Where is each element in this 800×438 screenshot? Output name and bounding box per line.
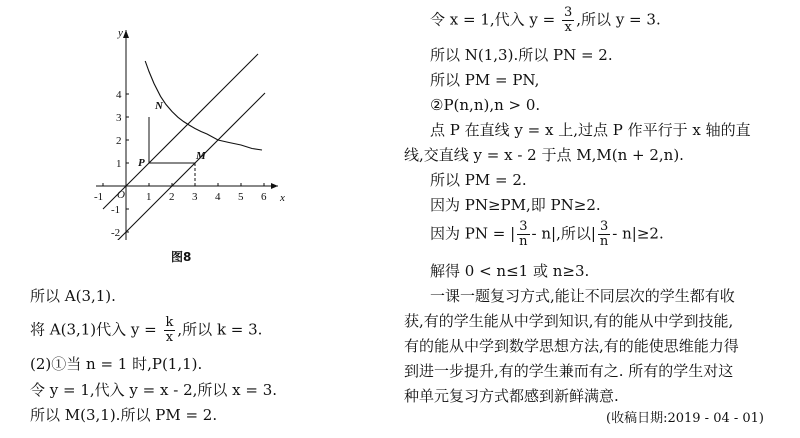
- line-y-equals-x-minus-2: [110, 93, 265, 245]
- x-tick-label: 1: [146, 191, 152, 203]
- right-line-2: 所以 N(1,3).所以 PN = 2.: [430, 46, 613, 64]
- left-line-3: (2)①当 n = 1 时,P(1,1).: [30, 355, 203, 373]
- fraction-3-over-n: [598, 220, 610, 249]
- y-tick-label: 1: [116, 158, 122, 170]
- right-line-5: 点 P 在直线 y = x 上,过点 P 作平行于 x 轴的直: [430, 121, 751, 139]
- right-line-1: [430, 6, 661, 35]
- left-line-1: 所以 A(3,1).: [30, 287, 116, 305]
- right-line-9-mid: - n|,所以|: [531, 224, 596, 243]
- left-line-2-tail: ,所以 k = 3.: [177, 320, 263, 339]
- right-line-1-text: 令 x = 1,代入 y =: [430, 10, 560, 29]
- y-tick-label: 4: [116, 89, 122, 101]
- x-tick-label: -1: [94, 191, 104, 203]
- fraction-denominator: n: [519, 234, 528, 249]
- right-line-4: ②P(n,n),n > 0.: [430, 96, 541, 114]
- fraction-denominator: x: [164, 330, 176, 345]
- fraction-denominator: x: [562, 20, 574, 35]
- fraction-numerator: 3: [519, 219, 528, 234]
- fraction-3-over-n: [517, 220, 529, 249]
- left-line-2-text: 将 A(3,1)代入 y =: [30, 320, 162, 339]
- point-P-label: P: [138, 157, 145, 169]
- fraction-numerator: 3: [599, 219, 609, 234]
- right-line-9-tail: - n|≥2.: [612, 224, 664, 243]
- paragraph-line-3: 有的能从中学到数学思想方法,有的能使思维能力得: [404, 337, 739, 355]
- x-tick-label: 3: [192, 191, 198, 203]
- y-tick-label: -1: [111, 204, 121, 216]
- y-axis-label: y: [118, 27, 123, 39]
- fraction-k-over-x: [164, 316, 176, 345]
- received-date: (收稿日期:2019 - 04 - 01): [606, 411, 765, 426]
- point-M-label: M: [196, 150, 206, 162]
- x-tick-label: 6: [261, 191, 267, 203]
- y-tick-label: -2: [111, 227, 121, 239]
- right-line-3: 所以 PM = PN,: [430, 71, 540, 89]
- right-line-10: 解得 0 < n≤1 或 n≥3.: [430, 262, 590, 280]
- function-graph-figure: [92, 20, 292, 245]
- paragraph-line-4: 到进一步提升,有的学生兼而有之. 所有的学生对这: [404, 362, 734, 380]
- right-line-7: 所以 PM = 2.: [430, 171, 527, 189]
- left-line-2: [30, 316, 262, 345]
- fraction-numerator: 3: [564, 5, 573, 20]
- paragraph-line-1: 一课一题复习方式,能让不同层次的学生都有收: [430, 287, 735, 305]
- y-tick-label: 2: [116, 135, 122, 147]
- right-line-1-tail: ,所以 y = 3.: [576, 10, 661, 29]
- paragraph-line-2: 获,有的学生能从中学到知识,有的能从中学到技能,: [404, 312, 734, 330]
- point-N-label: N: [155, 100, 163, 112]
- y-tick-label: 3: [116, 112, 122, 124]
- figure-caption: 图8: [171, 250, 192, 264]
- right-line-8: 因为 PN≥PM,即 PN≥2.: [430, 196, 601, 214]
- left-line-5: 所以 M(3,1).所以 PM = 2.: [30, 406, 218, 424]
- right-line-9-text: 因为 PN = |: [430, 224, 516, 243]
- y-axis-arrow-icon: [123, 30, 129, 38]
- fraction-denominator: n: [599, 234, 609, 249]
- fraction-3-over-x: [562, 6, 574, 35]
- origin-label: O: [117, 189, 125, 201]
- x-axis-label: x: [280, 192, 285, 204]
- right-line-9: [430, 220, 664, 249]
- x-tick-label: 5: [238, 191, 244, 203]
- x-axis-arrow-icon: [271, 183, 278, 189]
- right-line-6: 线,交直线 y = x - 2 于点 M,M(n + 2,n).: [404, 146, 684, 164]
- left-line-4: 令 y = 1,代入 y = x - 2,所以 x = 3.: [30, 381, 278, 399]
- fraction-numerator: k: [165, 315, 174, 330]
- x-tick-label: 2: [169, 191, 175, 203]
- x-tick-label: 4: [215, 191, 221, 203]
- paragraph-line-5: 种单元复习方式都感到新鲜满意.: [404, 387, 619, 405]
